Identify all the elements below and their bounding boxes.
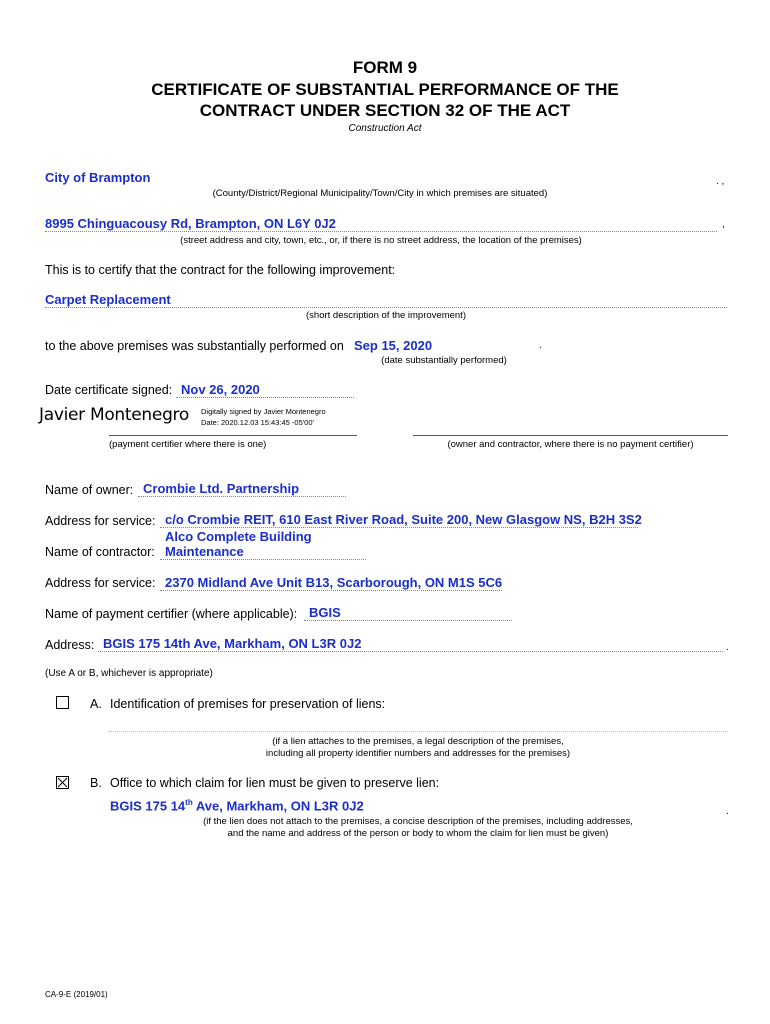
signed-date-line: [176, 397, 354, 398]
form-code: CA-9-E (2019/01): [45, 990, 108, 999]
form-title-line1: CERTIFICATE OF SUBSTANTIAL PERFORMANCE OF THE: [151, 80, 619, 99]
owner-service-address-field[interactable]: c/o Crombie REIT, 610 East River Road, Suite 200, New Glasgow NS, B2H 3S2: [165, 512, 642, 527]
option-a-letter: A.: [90, 697, 102, 711]
owner-service-label: Address for service:: [45, 514, 156, 528]
address-trailing: ,: [722, 219, 725, 230]
municipality-caption: (County/District/Regional Municipality/Town/City in which premises are situated): [212, 188, 548, 199]
contractor-service-address-field[interactable]: 2370 Midland Ave Unit B13, Scarborough, ON M1S 5C6: [165, 575, 503, 590]
use-note: (Use A or B, whichever is appropriate): [45, 668, 213, 679]
lien-office-field[interactable]: [110, 798, 364, 813]
owner-name-field[interactable]: Crombie Ltd. Partnership: [143, 481, 300, 496]
payment-certifier-name-field[interactable]: BGIS: [309, 605, 341, 620]
municipality-field[interactable]: City of Brampton: [45, 170, 151, 185]
payment-certifier-label: Name of payment certifier (where applicable):: [45, 607, 298, 621]
lien-office-value-pre: BGIS 175 14: [110, 798, 186, 814]
option-a-field-line[interactable]: [108, 731, 728, 732]
option-b-letter: B.: [90, 776, 102, 790]
performed-date-field[interactable]: Sep 15, 2020: [354, 338, 433, 353]
lien-office-value-sup: th: [185, 798, 193, 807]
form-title-line2: CONTRACT UNDER SECTION 32 OF THE ACT: [199, 101, 571, 120]
signed-date-field[interactable]: Nov 26, 2020: [181, 382, 260, 397]
premises-address-caption: (street address and city, town, etc., or, if there is no street address, the location of the premises): [180, 235, 582, 246]
owner-name-line: [138, 496, 346, 497]
payment-certifier-address-label: Address:: [45, 638, 95, 652]
checkmark-x-icon: [57, 777, 68, 788]
signed-date-label: Date certificate signed:: [45, 383, 173, 397]
owner-label: Name of owner:: [45, 483, 134, 497]
contractor-name-line: [160, 559, 366, 560]
certify-text: This is to certify that the contract for the following improvement:: [45, 263, 396, 277]
option-b-caption-line2: and the name and address of the person or body to whom the claim for lien must be given): [227, 828, 609, 839]
improvement-caption: (short description of the improvement): [306, 310, 466, 321]
premises-address-line: [45, 231, 717, 232]
signature-caption-right: (owner and contractor, where there is no payment certifier): [447, 439, 694, 450]
improvement-line: [45, 307, 727, 308]
payment-certifier-address-field[interactable]: BGIS 175 14th Ave, Markham, ON L3R 0J2: [103, 636, 362, 651]
lien-office-value-post: Ave, Markham, ON L3R 0J2: [192, 798, 364, 814]
payment-certifier-address-line: [98, 651, 723, 652]
contractor-label: Name of contractor:: [45, 545, 155, 559]
contractor-service-label: Address for service:: [45, 576, 156, 590]
option-a-checkbox[interactable]: [56, 696, 69, 709]
form-number: FORM 9: [352, 58, 418, 77]
option-a-caption-line2: including all property identifier numbers and addresses for the premises): [265, 748, 571, 759]
signature-meta-line2: Date: 2020.12.03 15:43:45 -05'00': [201, 418, 314, 427]
improvement-field[interactable]: Carpet Replacement: [45, 292, 171, 307]
signature-meta-line1: Digitally signed by Javier Montenegro: [201, 407, 326, 416]
option-b-caption-line1: (if the lien does not attach to the premises, a concise description of the premises, including addresses,: [203, 816, 633, 827]
contractor-name-field[interactable]: Alco Complete Building: [165, 529, 312, 544]
option-b-checkbox[interactable]: [56, 776, 69, 789]
owner-signature-line: [413, 435, 728, 436]
payment-certifier-trailing: .: [726, 642, 729, 653]
municipality-trailing: . ,: [716, 176, 725, 187]
signature-caption-left: (payment certifier where there is one): [109, 439, 267, 450]
lien-office-trailing: .: [726, 806, 729, 817]
option-a-text: Identification of premises for preservation of liens:: [110, 697, 386, 711]
payment-certifier-signature-line: [109, 435, 357, 436]
performed-label: to the above premises was substantially performed on: [45, 339, 344, 353]
owner-service-line: [160, 527, 638, 528]
option-a-caption-line1: (if a lien attaches to the premises, a legal description of the premises,: [272, 736, 564, 747]
contractor-name-field-line2[interactable]: Maintenance: [165, 544, 244, 559]
payment-certifier-name-line: [304, 620, 512, 621]
performed-trailing: .: [539, 340, 542, 351]
performed-caption: (date substantially performed): [381, 355, 507, 366]
signature-name: Javier Montenegro: [39, 405, 189, 425]
form-subtitle: Construction Act: [348, 123, 422, 134]
contractor-service-line: [160, 590, 502, 591]
premises-address-field[interactable]: 8995 Chinguacousy Rd, Brampton, ON L6Y 0J2: [45, 216, 336, 231]
option-b-text: Office to which claim for lien must be given to preserve lien:: [110, 776, 440, 790]
